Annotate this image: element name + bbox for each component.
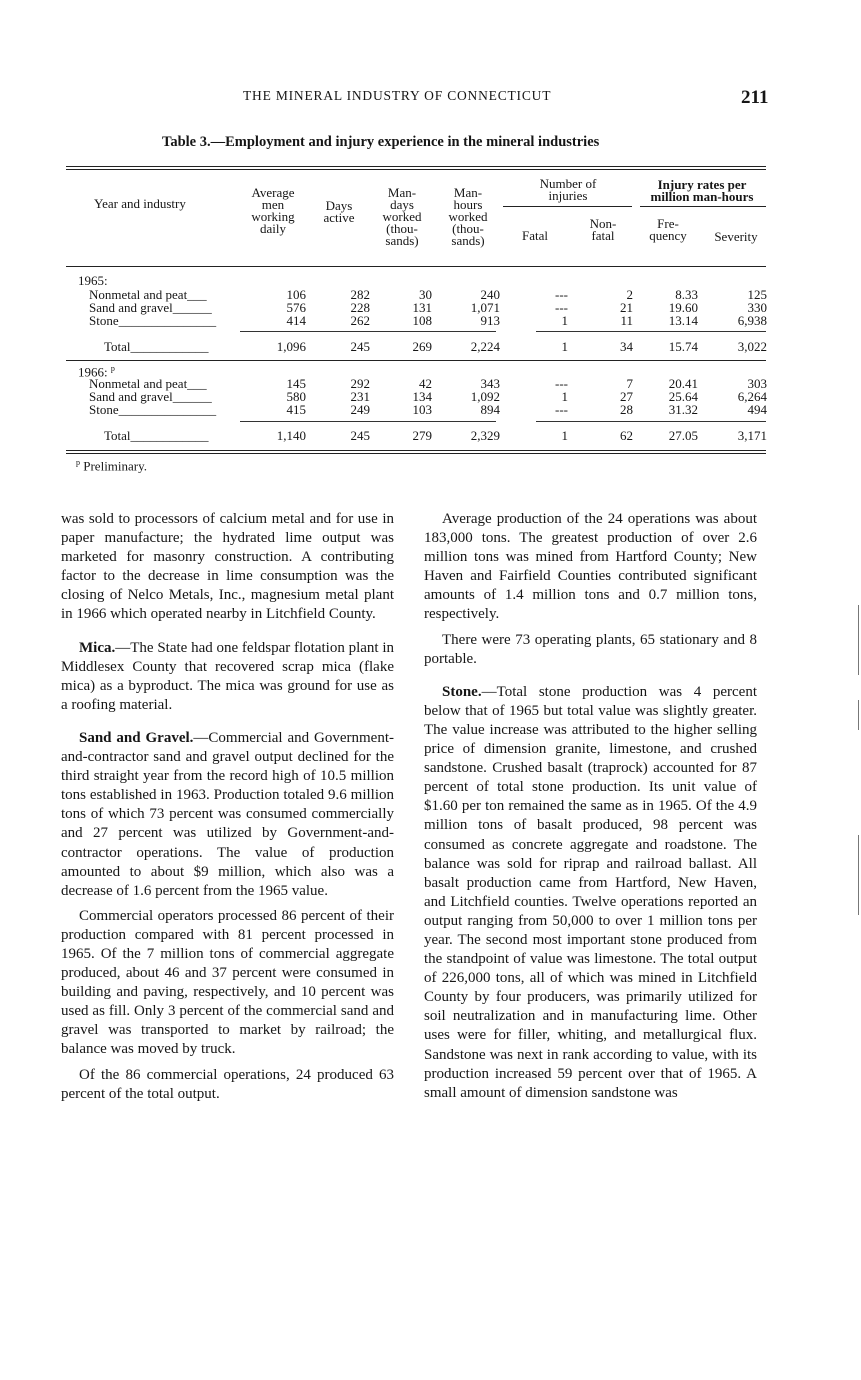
header-severity: Severity <box>714 229 758 244</box>
header-man-days: Man- days worked (thou- sands) <box>382 185 422 248</box>
year-row-1966: 1966: $^p$ <box>78 364 115 380</box>
table-row: Stone_______________ 414 262 108 913 1 11 13.14 6,938 <box>89 313 767 328</box>
scan-edge-mark <box>858 605 859 675</box>
header-days-active: Days active <box>323 198 355 225</box>
header-frequency: Fre- quency <box>649 216 687 243</box>
paragraph-sand-gravel: Sand and Gravel.—Commercial and Government-and-contractor sand and gravel output declined for the third straight year from the record high of 10.5 million tons established in 1963. Production totaled 9.6 million tons of which 73 percent was consumed commercially and 27 percent was utilized by Government-and-contractor operations. The value of production amounted to about $9 million, which also was a decrease of 1.6 percent from the 1965 value. <box>61 729 394 899</box>
total-rule <box>536 421 766 422</box>
scan-edge-mark <box>858 835 859 915</box>
page-number: 211 <box>741 87 769 108</box>
paragraph: was sold to processors of calcium metal and for use in paper manufacture; the hydrated lime output was marketed for masonry construction. A contributing factor to the decrease in lime consumption was the closing of Nelco Metals, Inc., magnesium metal plant in 1966 which operated nearby in Litchfield County. <box>61 511 394 623</box>
header-number-of-injuries: Number of injuries <box>539 176 597 203</box>
left-text-column <box>61 510 394 1110</box>
section-head-stone: Stone. <box>442 683 482 700</box>
header-fatal: Fatal <box>522 228 548 243</box>
total-row-1966: Total____________ 1,140 245 279 2,329 1 62 27.05 3,171 <box>104 428 767 443</box>
paragraph-stone: Stone.—Total stone production was 4 percent below that of 1965 but total value was slightly greater. The value increase was attributed to the higher selling price of dimension granite, limestone, and crushed sandstone. Crushed basalt (traprock) accounted for 87 percent of total stone production. Its unit value of $1.60 per ton remained the same as in 1965. Of the 4.9 million tons of basalt produced, 98 percent was consumed as concrete aggregate and roadstone. The balance was sold for riprap and railroad ballast. All basalt production came from Hartford, New Haven, and Litchfield counties. Twelve operations reported an output ranging from 50,000 to over 1 million tons per year. The second most important stone produced from the standpoint of value was limestone. The total output of 226,000 tons, all of which was mined in Litchfield County by four producers, was primarily utilized for soil neutralization and in manufacturing lime. Other uses were for filler, whiting, and metallurgical flux. Sandstone was next in rank according to value, with its production increased 59 percent over that of 1965. A small amount of dimension sandstone was <box>424 683 757 1101</box>
header-average-men: Average men working daily <box>251 185 295 236</box>
table-bottom-rule <box>66 450 766 451</box>
table-row: Nonmetal and peat___ 145 292 42 343 --- 7 20.41 303 <box>89 376 767 391</box>
section-head-sand-gravel: Sand and Gravel. <box>79 729 194 746</box>
header-bottom-rule <box>66 266 766 267</box>
table-row: Stone_______________ 415 249 103 894 --- 28 31.32 494 <box>89 402 767 417</box>
table-top-rule <box>66 166 766 167</box>
table-top-rule-double <box>66 169 766 170</box>
header-injury-rates: Injury rates per million man-hours <box>650 177 754 204</box>
paragraph-mica: Mica.—The State had one feldspar flotation plant in Middlesex County that recovered scrap mica (flake mica) as a byproduct. The mica was ground for use as a roofing material. <box>61 639 394 713</box>
paragraph: Of the 86 commercial operations, 24 produced 63 percent of the total output. <box>61 1066 394 1102</box>
injuries-subrule <box>503 206 632 207</box>
header-nonfatal: Non- fatal <box>589 216 617 243</box>
table-caption: Table 3.—Employment and injury experience in the mineral industries <box>162 134 600 150</box>
running-title: THE MINERAL INDUSTRY OF CONNECTICUT <box>243 88 552 103</box>
header-man-hours: Man- hours worked (thou- sands) <box>448 185 488 248</box>
total-rule <box>536 331 766 332</box>
section-head-mica: Mica. <box>79 639 116 656</box>
total-rule <box>240 421 496 422</box>
rates-subrule <box>640 206 766 207</box>
total-row-1965: Total____________ 1,096 245 269 2,224 1 34 15.74 3,022 <box>104 339 767 354</box>
table-row: Sand and gravel______ 580 231 134 1,092 1 27 25.64 6,264 <box>89 389 767 404</box>
paragraph: Commercial operators processed 86 percent of their production compared with 81 percent processed in 1965. Of the 7 million tons of commercial aggregate produced, about 46 and 37 percent were consumed in building and paving, respectively, and 10 percent was used as fill. Only 3 percent of the commercial sand and gravel was transported to market by railroad; the balance was moved by truck. <box>61 907 394 1058</box>
table-row: Nonmetal and peat___ 106 282 30 240 --- 2 8.33 125 <box>89 287 767 302</box>
group-divider-rule <box>66 360 766 361</box>
year-row-1965: 1965: <box>78 273 108 288</box>
scan-edge-mark <box>858 700 859 730</box>
total-rule <box>240 331 496 332</box>
right-text-column <box>424 510 757 1109</box>
header-year-industry: Year and industry <box>94 196 186 211</box>
paragraph: There were 73 operating plants, 65 stationary and 8 portable. <box>424 631 757 667</box>
table-bottom-rule-double <box>66 453 766 454</box>
table-row: Sand and gravel______ 576 228 131 1,071 --- 21 19.60 330 <box>89 300 767 315</box>
table-footnote: $^p$ Preliminary. <box>76 458 148 474</box>
paragraph: Average production of the 24 operations was about 183,000 tons. The greatest production of over 2.6 million tons was mined from Hartford County; New Haven and Fairfield Counties contributed significant amounts of 1.4 million tons and 0.7 million tons, respectively. <box>424 511 757 623</box>
